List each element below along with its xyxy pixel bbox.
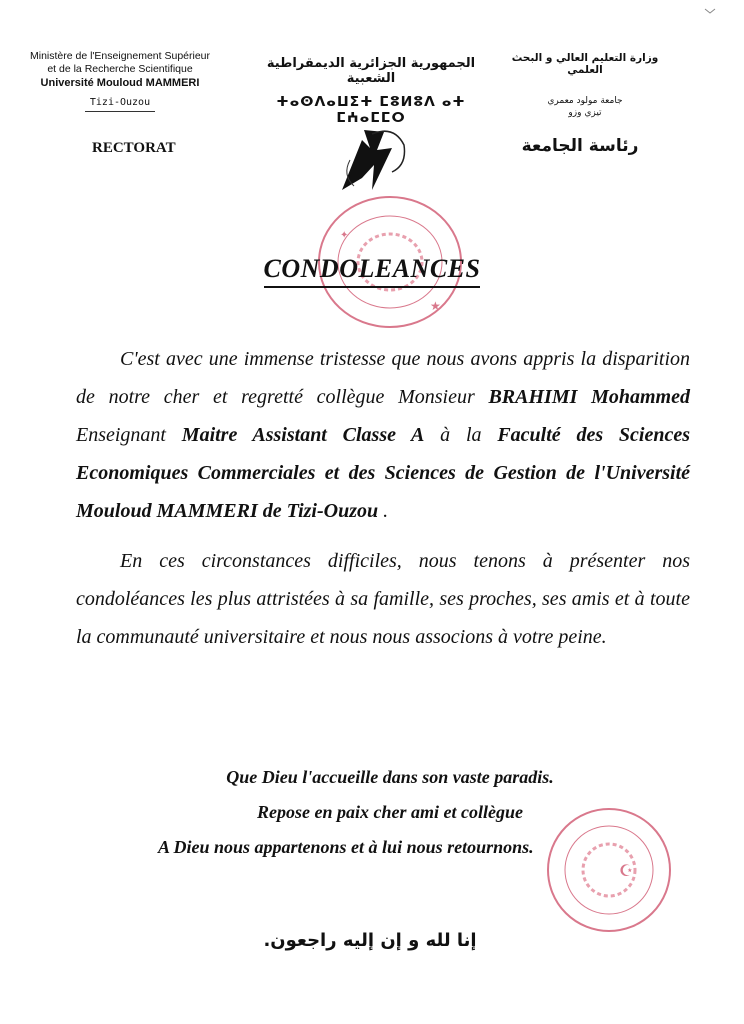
p1-text-a: C'est avec une immense tristesse que nous avons appris la disparition de notre cher et regretté collègue Monsieur bbox=[76, 348, 690, 408]
svg-text:☪: ☪ bbox=[619, 863, 634, 880]
rectorat-arabic: رئاسة الجامعة bbox=[521, 136, 639, 156]
deceased-grade: Maitre Assistant Classe A bbox=[181, 424, 425, 446]
university-tifinagh: ⵜⴰⵙⴷⴰⵡⵉⵜ ⵎⵓⵍⵓⴷ ⴰⵜ ⵎⵄⴰⵎⵎⵔ bbox=[276, 94, 466, 126]
divider bbox=[85, 111, 155, 112]
university-arabic: جامعة مولود معمري bbox=[547, 96, 623, 106]
city-name: Tizi-Ouzou bbox=[89, 97, 151, 108]
closing-line-3: A Dieu nous appartenons et à lui nous retournons. bbox=[158, 837, 534, 857]
city-arabic: تيزي وزو bbox=[568, 108, 602, 118]
university-logo-icon bbox=[322, 120, 412, 195]
university-name: Université Mouloud MAMMERI bbox=[40, 77, 200, 89]
p1-text-c: à la bbox=[424, 424, 498, 446]
p1-text-d: . bbox=[378, 500, 389, 522]
ministry-line: Ministère de l'Enseignement Supérieur bbox=[29, 50, 211, 62]
document-title bbox=[0, 254, 744, 288]
svg-text:✦: ✦ bbox=[340, 230, 349, 241]
deceased-name: BRAHIMI Mohammed bbox=[488, 386, 690, 408]
paragraph-2: En ces circonstances difficiles, nous tenons à présenter nos condoléances les plus attristées à sa famille, ses proches, ses amis et à toute la communauté universitaire et nous nous associons à votre peine. bbox=[76, 550, 690, 648]
p1-text-b: Enseignant bbox=[76, 424, 182, 446]
title-text: CONDOLEANCES bbox=[264, 254, 481, 288]
rectorat-label: RECTORAT bbox=[92, 140, 176, 156]
paragraph-1 bbox=[76, 340, 690, 530]
closing-line-1: Que Dieu l'accueille dans son vaste paradis. bbox=[226, 767, 554, 787]
faculty-name: Faculté des Sciences Economiques Commerciales et des Sciences de Gestion de l'Université Mouloud MAMMERI de Tizi-Ouzou bbox=[76, 424, 690, 522]
scan-mark-icon bbox=[704, 8, 716, 14]
body-text bbox=[76, 340, 690, 668]
republic-arabic: الجمهورية الجزائرية الديمقراطية الشعبية bbox=[266, 56, 476, 86]
closing-line-2: Repose en paix cher ami et collègue bbox=[257, 802, 523, 822]
header-left-block bbox=[20, 50, 220, 112]
ministry-arabic: وزارة التعليم العالي و البحث العلمي bbox=[511, 52, 659, 76]
quran-verse: إنا لله و إن إليه راجعون. bbox=[263, 930, 477, 951]
official-stamp-2-icon bbox=[547, 808, 671, 932]
ministry-line-2: et de la Recherche Scientifique bbox=[47, 63, 193, 75]
svg-text:★: ★ bbox=[430, 299, 441, 313]
header-right-block bbox=[500, 52, 670, 118]
